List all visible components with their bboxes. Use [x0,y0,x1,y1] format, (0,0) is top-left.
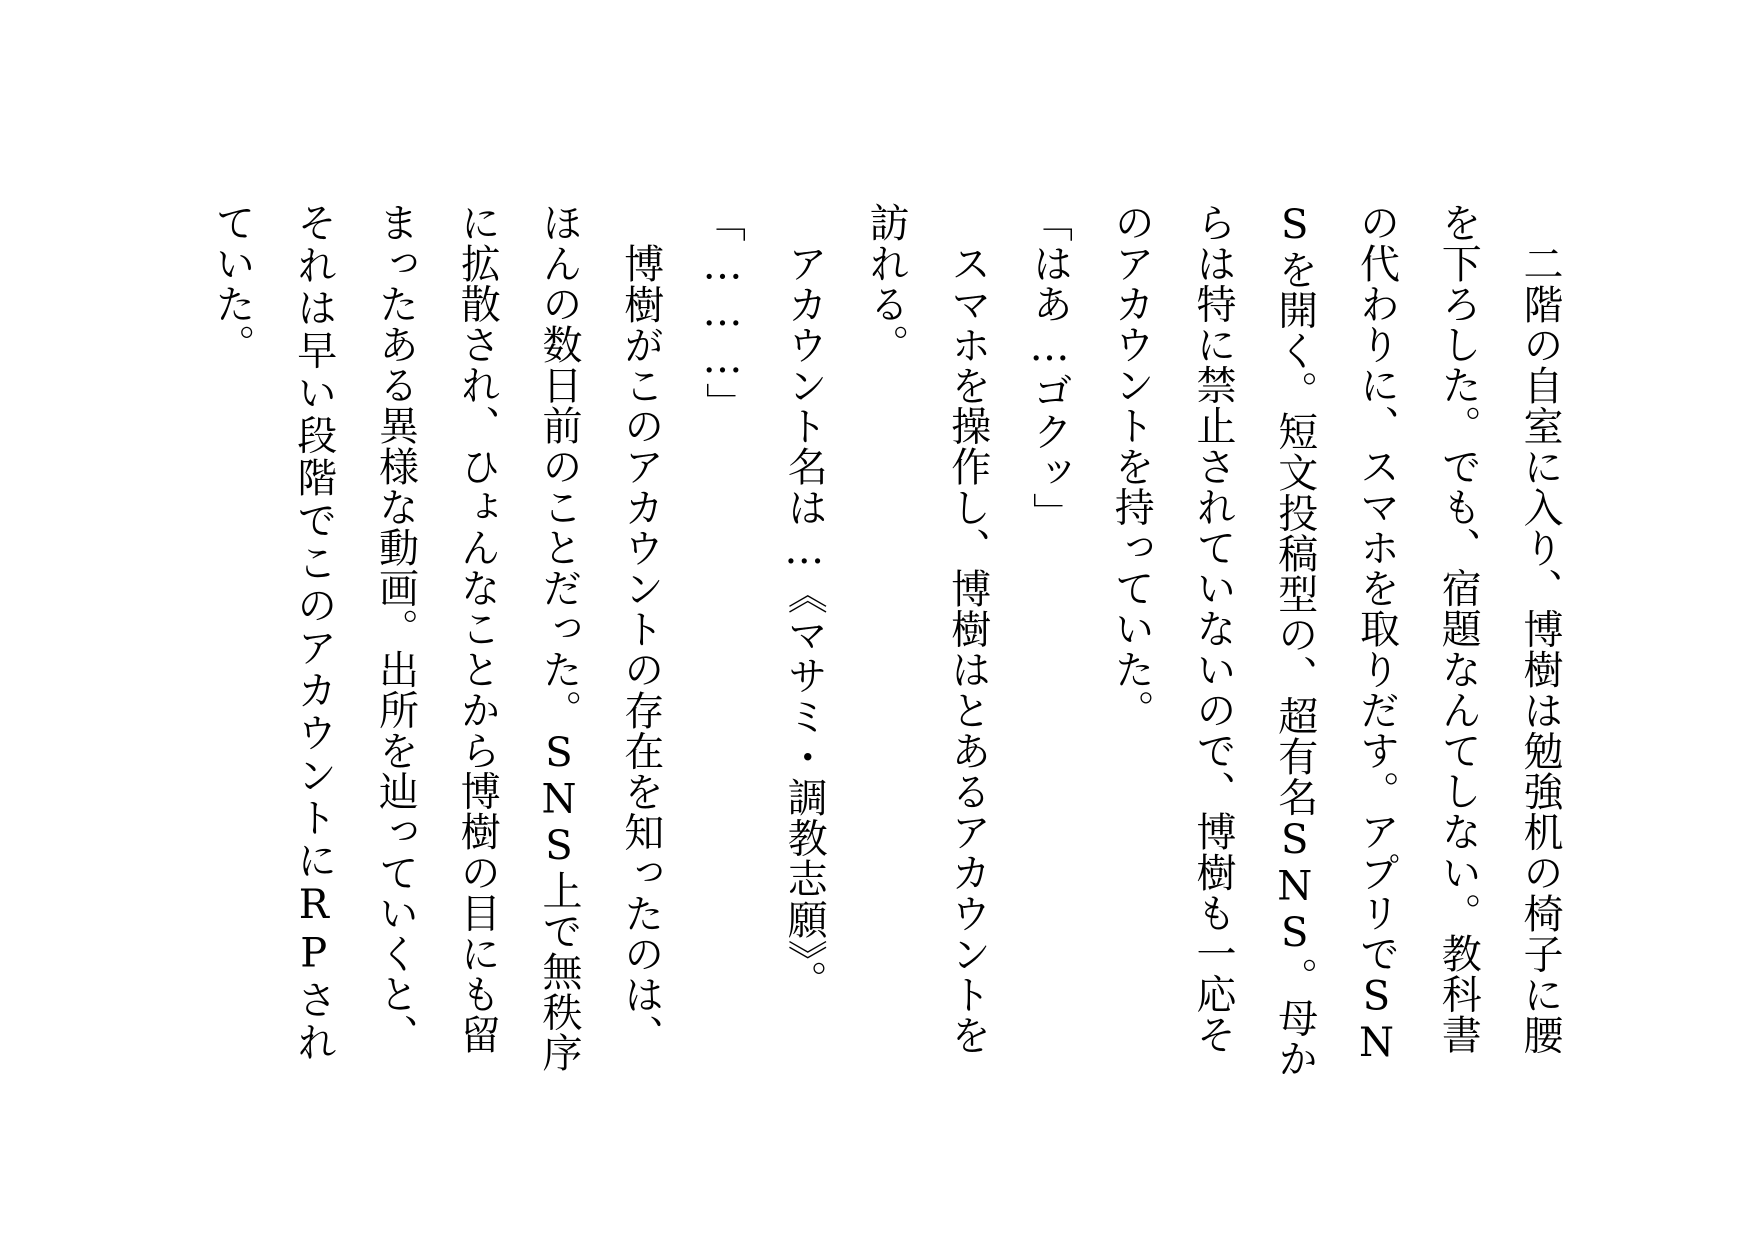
text-column-12: 博樹がこのアカウントの存在を知ったのは、 [617,243,664,1055]
text-column-6: のアカウントを持っていた。 [1108,202,1155,730]
text-column-15: まったある異様な動画。出所を辿っていくと、 [372,202,419,1055]
text-column-17: ていた。 [209,202,255,365]
text-column-14: に拡散され、ひょんなことから博樹の目にも留 [454,202,501,1055]
text-column-8: スマホを操作し、博樹はとあるアカウントを [944,243,991,1055]
text-column-2: を下ろした。でも、宿題なんてしない。教科書 [1435,202,1482,1055]
text-column-1: 二階の自室に入り、博樹は勉強机の椅子に腰 [1517,243,1563,1055]
text-column-16: それは早い段階でこのアカウントにRPされ [290,202,337,1064]
text-column-9: 訪れる。 [863,202,909,365]
text-column-10: アカウント名は…《マサミ・調教志願》。 [781,243,828,1001]
text-column-5: らは特に禁止されていないので、博樹も一応そ [1190,202,1236,1055]
text-column-7-dialogue: 「はあ…ゴクッ」 [1026,202,1073,533]
text-column-4: Sを開く。短文投稿型の、超有名SNS。母か [1271,202,1318,1079]
text-column-3: の代わりに、スマホを取りだす。アプリでSN [1353,202,1400,1067]
text-column-11-dialogue: 「………」 [699,202,746,423]
text-column-13: ほんの数日前のことだった。SNS上で無秩序 [536,202,582,1073]
